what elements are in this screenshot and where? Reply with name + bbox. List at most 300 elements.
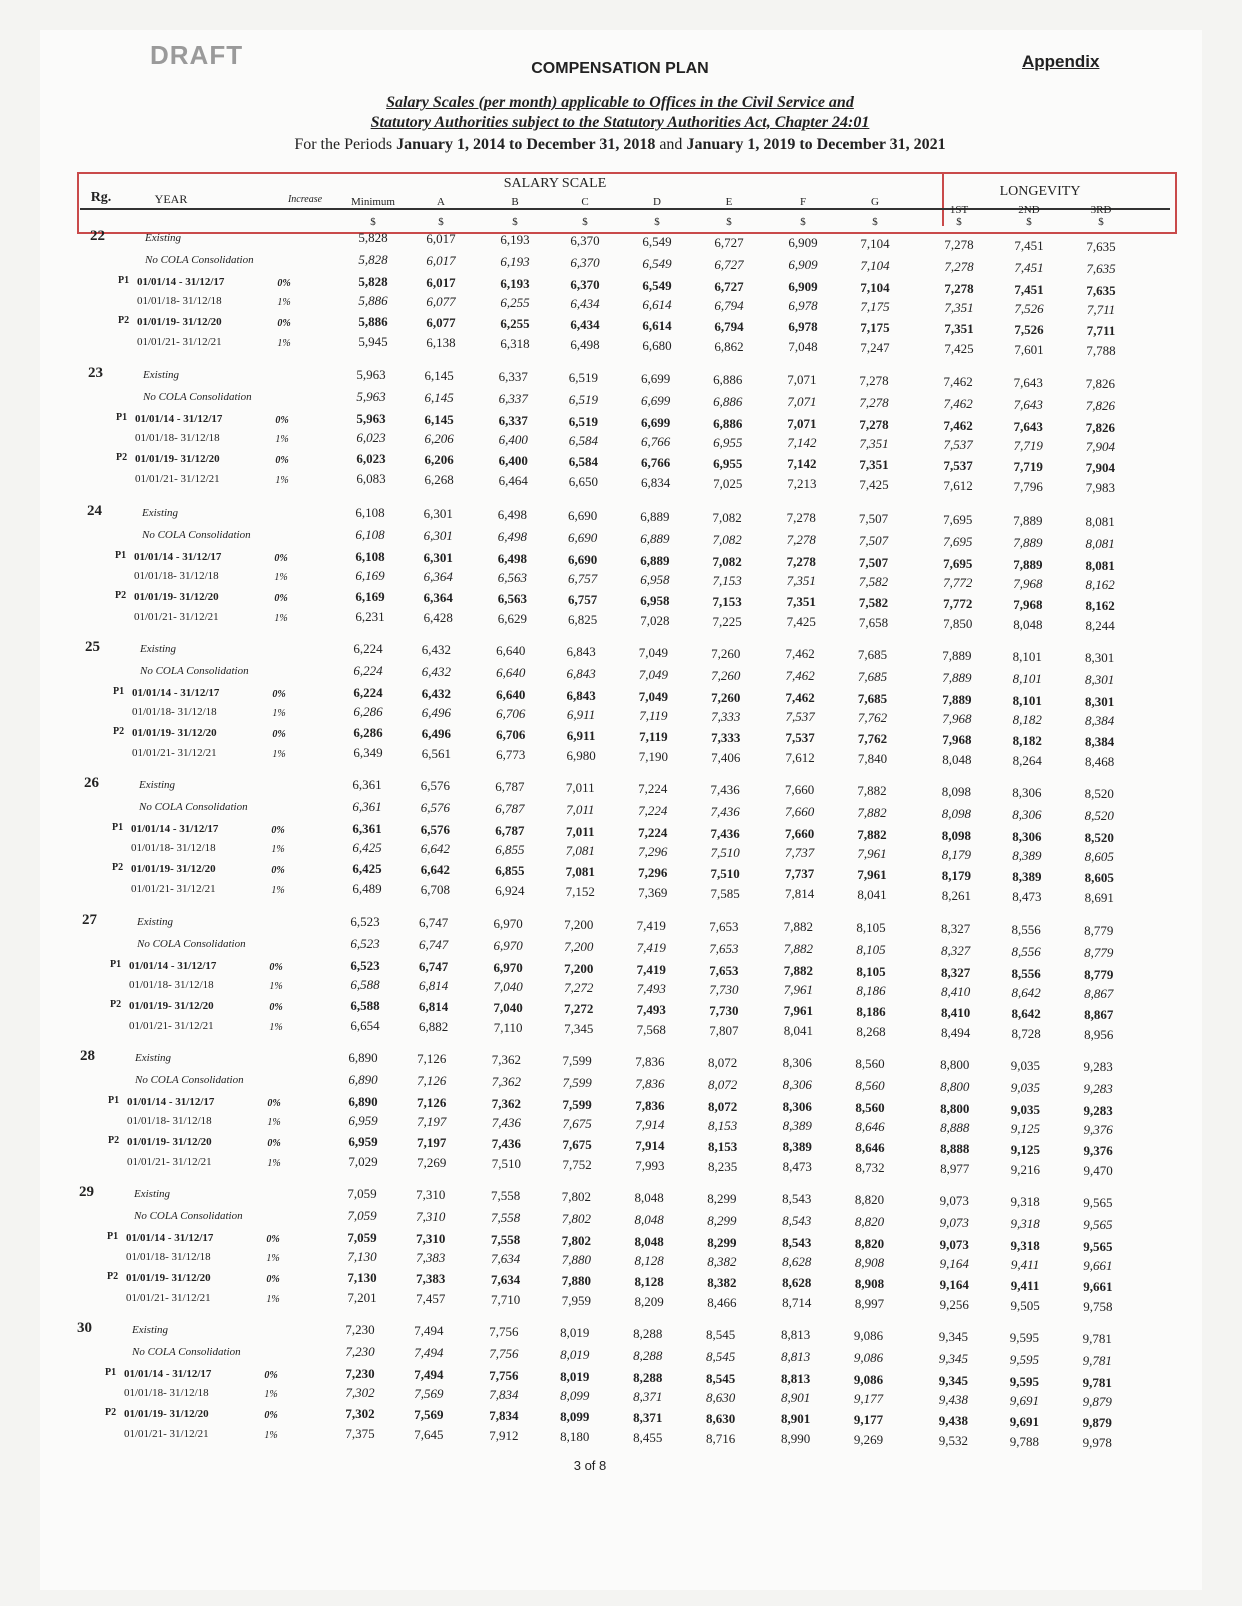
salary-cell: 8,306 xyxy=(1012,807,1042,823)
page-title: COMPENSATION PLAN xyxy=(531,60,709,77)
row-label: 01/01/14 - 31/12/17 xyxy=(134,551,222,563)
salary-cell: 8,716 xyxy=(706,1430,736,1446)
salary-cell: 8,908 xyxy=(854,1255,885,1271)
salary-cell: 7,048 xyxy=(788,339,818,355)
salary-cell: 7,507 xyxy=(858,555,889,571)
salary-cell: 8,048 xyxy=(634,1189,664,1205)
salary-cell: 6,519 xyxy=(568,413,599,429)
salary-cell: 9,256 xyxy=(939,1297,969,1313)
period-marker: P1 xyxy=(112,822,124,833)
salary-cell: 8,288 xyxy=(633,1347,663,1363)
salary-cell: 7,025 xyxy=(713,475,743,491)
salary-cell: 7,634 xyxy=(490,1250,521,1266)
salary-cell: 7,882 xyxy=(857,783,887,799)
salary-cell: 7,685 xyxy=(857,647,888,663)
salary-cell: 6,699 xyxy=(640,370,671,386)
increase-value: 0% xyxy=(274,553,288,564)
increase-value: 0% xyxy=(272,689,286,700)
salary-cell: 8,306 xyxy=(1012,785,1042,801)
salary-cell: 7,419 xyxy=(636,961,666,977)
salary-cell: 7,310 xyxy=(416,1230,446,1246)
increase-value: 0% xyxy=(277,318,291,329)
salary-cell: 7,040 xyxy=(493,999,523,1015)
salary-cell: 7,278 xyxy=(786,554,816,570)
salary-cell: 8,048 xyxy=(942,752,972,768)
salary-cell: 8,101 xyxy=(1012,671,1042,687)
salary-cell: 7,658 xyxy=(858,615,889,631)
increase-value: 0% xyxy=(264,1410,278,1421)
salary-cell: 7,558 xyxy=(490,1231,521,1247)
salary-cell: 7,507 xyxy=(858,511,889,527)
salary-cell: 7,582 xyxy=(858,595,889,611)
salary-cell: 7,635 xyxy=(1086,239,1116,254)
salary-cell: 7,462 xyxy=(943,374,973,390)
salary-cell: 8,098 xyxy=(941,784,972,800)
salary-cell: 9,035 xyxy=(1010,1102,1041,1118)
row-label: No COLA Consolidation xyxy=(142,529,251,541)
salary-cell: 6,706 xyxy=(496,726,526,742)
salary-cell: 8,099 xyxy=(560,1387,590,1403)
salary-cell: 6,108 xyxy=(355,549,385,564)
period-marker: P1 xyxy=(108,1095,120,1106)
increase-value: 0% xyxy=(272,729,286,740)
salary-cell: 5,963 xyxy=(356,367,386,382)
salary-cell: 9,565 xyxy=(1083,1239,1113,1254)
salary-cell: 6,970 xyxy=(493,915,523,931)
row-label: Existing xyxy=(142,507,179,519)
salary-cell: 6,699 xyxy=(640,414,671,430)
salary-cell: 6,959 xyxy=(348,1134,378,1149)
salary-cell: 5,945 xyxy=(358,334,388,349)
row-label: 01/01/14 - 31/12/17 xyxy=(127,1096,215,1108)
increase-value: 1% xyxy=(271,885,285,896)
currency-symbol: $ xyxy=(956,216,962,228)
salary-cell: 8,382 xyxy=(707,1253,737,1269)
increase-value: 1% xyxy=(264,1430,278,1441)
salary-cell: 7,049 xyxy=(638,644,669,660)
salary-cell: 9,164 xyxy=(939,1256,969,1272)
salary-cell: 7,406 xyxy=(711,749,741,765)
salary-cell: 6,911 xyxy=(566,727,596,743)
increase-value: 0% xyxy=(267,1138,281,1149)
salary-cell: 6,909 xyxy=(788,279,818,295)
row-label: Existing xyxy=(145,232,182,244)
salary-cell: 8,520 xyxy=(1084,786,1114,801)
salary-cell: 7,660 xyxy=(784,804,815,820)
salary-cell: 6,890 xyxy=(348,1094,378,1109)
salary-cell: 6,794 xyxy=(714,297,744,313)
salary-cell: 8,455 xyxy=(633,1429,663,1445)
currency-symbol: $ xyxy=(800,216,806,228)
salary-cell: 7,653 xyxy=(709,962,739,978)
subtitle-line-2: Statutory Authorities subject to the Statutory Authorities Act, Chapter 24:01 xyxy=(370,114,870,131)
salary-cell: 8,642 xyxy=(1011,985,1041,1001)
salary-cell: 9,125 xyxy=(1010,1121,1041,1137)
row-label: 01/01/14 - 31/12/17 xyxy=(135,413,223,425)
salary-cell: 6,576 xyxy=(420,799,451,815)
salary-cell: 5,963 xyxy=(356,389,386,404)
salary-cell: 7,462 xyxy=(785,646,815,662)
salary-cell: 6,017 xyxy=(426,252,456,268)
salary-cell: 7,190 xyxy=(638,748,669,764)
period-marker: P1 xyxy=(113,686,125,697)
row-label: No COLA Consolidation xyxy=(143,391,252,403)
salary-cell: 7,983 xyxy=(1085,480,1116,495)
salary-cell: 9,086 xyxy=(853,1372,884,1388)
salary-cell: 6,584 xyxy=(568,453,599,469)
currency-symbol: $ xyxy=(370,216,376,228)
salary-cell: 6,432 xyxy=(421,685,451,701)
row-label: 01/01/18- 31/12/18 xyxy=(126,1251,211,1263)
salary-cell: 6,642 xyxy=(420,840,451,856)
row-label: 01/01/19- 31/12/20 xyxy=(131,863,216,875)
salary-cell: 8,128 xyxy=(634,1252,664,1268)
row-label: 01/01/18- 31/12/18 xyxy=(137,295,222,307)
salary-cell: 7,493 xyxy=(636,980,666,996)
salary-cell: 7,612 xyxy=(785,750,815,766)
row-label: 01/01/21- 31/12/21 xyxy=(131,883,216,895)
salary-cell: 8,779 xyxy=(1084,945,1114,960)
increase-value: 0% xyxy=(271,825,285,836)
salary-cell: 8,642 xyxy=(1011,1006,1041,1022)
salary-cell: 6,909 xyxy=(788,257,818,273)
column-heading: A xyxy=(437,196,445,208)
salary-cell: 8,179 xyxy=(941,847,972,863)
increase-value: 1% xyxy=(269,981,283,992)
salary-cell: 7,526 xyxy=(1014,322,1044,338)
salary-cell: 6,561 xyxy=(421,745,451,761)
salary-cell: 8,389 xyxy=(782,1139,812,1155)
salary-cell: 7,200 xyxy=(564,960,594,976)
increase-value: 0% xyxy=(267,1098,281,1109)
salary-cell: 7,425 xyxy=(786,614,816,630)
column-heading: C xyxy=(581,196,589,208)
salary-cell: 7,224 xyxy=(638,824,668,840)
salary-cell: 7,153 xyxy=(712,572,742,588)
salary-cell: 8,901 xyxy=(780,1390,811,1406)
salary-cell: 7,695 xyxy=(943,534,973,550)
salary-cell: 9,073 xyxy=(939,1215,969,1231)
salary-cell: 6,640 xyxy=(496,642,526,658)
row-label: No COLA Consolidation xyxy=(135,1074,244,1086)
salary-cell: 8,306 xyxy=(1012,829,1042,845)
salary-cell: 8,299 xyxy=(707,1190,737,1206)
salary-cell: 5,828 xyxy=(358,274,388,289)
period-marker: P1 xyxy=(115,550,127,561)
salary-cell: 9,781 xyxy=(1082,1375,1112,1390)
salary-cell: 8,019 xyxy=(560,1368,590,1384)
salary-cell: 6,224 xyxy=(353,641,383,656)
salary-cell: 7,840 xyxy=(857,751,888,767)
salary-cell: 7,826 xyxy=(1085,420,1116,435)
increase-value: 0% xyxy=(264,1370,278,1381)
salary-cell: 7,719 xyxy=(1013,438,1043,454)
periods-prefix: For the Periods xyxy=(294,136,397,153)
salary-cell: 6,773 xyxy=(496,746,526,762)
salary-cell: 7,451 xyxy=(1014,260,1044,276)
increase-value: 1% xyxy=(271,844,285,855)
salary-cell: 6,978 xyxy=(788,298,818,314)
salary-cell: 9,283 xyxy=(1083,1081,1113,1096)
salary-cell: 7,362 xyxy=(491,1073,522,1089)
salary-cell: 6,400 xyxy=(498,431,528,447)
longevity-heading: LONGEVITY xyxy=(999,184,1081,199)
period-marker: P2 xyxy=(112,862,124,873)
salary-cell: 7,537 xyxy=(785,730,815,746)
row-label: Existing xyxy=(139,779,176,791)
salary-cell: 6,970 xyxy=(493,937,523,953)
salary-cell: 7,507 xyxy=(858,533,889,549)
salary-cell: 8,956 xyxy=(1084,1027,1114,1042)
salary-cell: 8,473 xyxy=(782,1159,812,1175)
salary-cell: 6,145 xyxy=(424,367,454,383)
salary-cell: 8,556 xyxy=(1011,944,1041,960)
salary-cell: 6,432 xyxy=(421,663,451,679)
salary-cell: 6,108 xyxy=(355,527,385,542)
salary-cell: 8,646 xyxy=(855,1140,885,1156)
salary-cell: 6,519 xyxy=(568,391,599,407)
increase-value: 1% xyxy=(277,297,291,308)
salary-cell: 9,691 xyxy=(1009,1393,1039,1409)
salary-cell: 7,834 xyxy=(489,1407,519,1423)
salary-cell: 6,787 xyxy=(495,778,525,794)
currency-symbol: $ xyxy=(438,216,444,228)
salary-cell: 7,119 xyxy=(639,707,668,723)
salary-cell: 6,370 xyxy=(570,276,600,292)
salary-cell: 7,278 xyxy=(944,281,974,297)
salary-cell: 7,558 xyxy=(490,1187,521,1203)
salary-cell: 6,654 xyxy=(350,1018,380,1033)
salary-cell: 7,961 xyxy=(783,1003,814,1019)
salary-cell: 6,650 xyxy=(568,473,599,489)
salary-cell: 6,432 xyxy=(421,641,451,657)
salary-cell: 7,914 xyxy=(635,1137,665,1153)
row-label: 01/01/14 - 31/12/17 xyxy=(129,960,217,972)
salary-cell: 7,537 xyxy=(785,709,815,725)
salary-cell: 5,886 xyxy=(358,314,388,329)
salary-cell: 7,836 xyxy=(635,1075,665,1091)
salary-cell: 6,727 xyxy=(714,256,744,272)
salary-cell: 9,438 xyxy=(938,1413,969,1429)
salary-cell: 7,110 xyxy=(493,1019,523,1035)
salary-cell: 7,425 xyxy=(944,341,974,357)
salary-cell: 7,882 xyxy=(857,827,887,843)
salary-cell: 7,889 xyxy=(1013,535,1043,551)
salary-cell: 8,389 xyxy=(1012,869,1042,885)
salary-cell: 8,820 xyxy=(854,1214,885,1230)
salary-cell: 8,371 xyxy=(633,1409,663,1425)
salary-cell: 8,081 xyxy=(1085,536,1115,551)
salary-cell: 6,708 xyxy=(420,881,451,897)
salary-cell: 7,582 xyxy=(858,574,889,590)
year-heading: YEAR xyxy=(154,192,188,206)
salary-cell: 7,889 xyxy=(942,648,972,664)
salary-cell: 7,599 xyxy=(562,1052,592,1068)
salary-cell: 7,968 xyxy=(942,732,972,748)
salary-cell: 7,711 xyxy=(1086,302,1116,317)
row-label: 01/01/18- 31/12/18 xyxy=(135,432,220,444)
salary-cell: 7,142 xyxy=(787,456,817,472)
row-label: 01/01/14 - 31/12/17 xyxy=(124,1368,212,1380)
increase-value: 1% xyxy=(266,1294,280,1305)
salary-cell: 7,142 xyxy=(787,435,817,451)
salary-cell: 7,029 xyxy=(348,1154,378,1169)
increase-value: 0% xyxy=(271,865,285,876)
salary-cell: 8,105 xyxy=(856,964,886,980)
salary-cell: 7,653 xyxy=(709,940,739,956)
period-marker: P1 xyxy=(116,412,128,423)
salary-cell: 6,958 xyxy=(640,592,670,608)
salary-cell: 8,048 xyxy=(1013,617,1043,633)
salary-cell: 7,269 xyxy=(417,1154,447,1170)
column-heading: B xyxy=(511,196,519,208)
increase-value: 1% xyxy=(275,434,289,445)
salary-cell: 7,260 xyxy=(711,667,741,683)
salary-cell: 7,569 xyxy=(414,1406,444,1422)
salary-cell: 6,588 xyxy=(350,998,380,1013)
row-label: 01/01/18- 31/12/18 xyxy=(134,570,219,582)
salary-cell: 7,526 xyxy=(1014,301,1044,317)
salary-cell: 8,389 xyxy=(782,1118,812,1134)
increase-value: 0% xyxy=(266,1234,280,1245)
salary-cell: 8,820 xyxy=(854,1236,885,1252)
salary-cell: 7,643 xyxy=(1013,419,1043,435)
increase-value: 0% xyxy=(275,455,289,466)
salary-cell: 7,675 xyxy=(562,1115,592,1131)
salary-cell: 9,595 xyxy=(1009,1352,1039,1368)
row-label: Existing xyxy=(140,643,177,655)
salary-cell: 7,494 xyxy=(414,1366,444,1382)
salary-cell: 7,351 xyxy=(944,300,974,316)
salary-cell: 7,796 xyxy=(1013,479,1043,495)
salary-cell: 6,855 xyxy=(495,862,525,878)
salary-cell: 7,882 xyxy=(783,963,814,979)
salary-cell: 8,101 xyxy=(1012,693,1042,709)
salary-cell: 6,318 xyxy=(500,335,530,351)
salary-cell: 7,601 xyxy=(1014,342,1044,358)
salary-cell: 9,691 xyxy=(1009,1414,1039,1430)
increase-value: 0% xyxy=(275,415,289,426)
salary-cell: 7,351 xyxy=(786,594,816,610)
salary-cell: 7,152 xyxy=(565,883,595,899)
salary-cell: 6,169 xyxy=(355,568,385,583)
salary-cell: 7,585 xyxy=(710,885,740,901)
range-number: 23 xyxy=(88,365,103,381)
salary-cell: 6,766 xyxy=(640,454,671,470)
salary-cell: 7,436 xyxy=(491,1135,522,1151)
salary-cell: 6,286 xyxy=(353,725,383,740)
salary-cell: 9,758 xyxy=(1083,1299,1113,1314)
salary-cell: 8,301 xyxy=(1084,672,1115,687)
salary-cell: 8,556 xyxy=(1011,966,1041,982)
increase-value: 1% xyxy=(272,708,286,719)
salary-cell: 9,438 xyxy=(938,1392,969,1408)
salary-cell: 9,125 xyxy=(1010,1142,1041,1158)
salary-cell: 7,011 xyxy=(566,801,595,817)
salary-cell: 9,565 xyxy=(1083,1217,1113,1232)
salary-cell: 6,464 xyxy=(498,472,528,488)
salary-cell: 7,882 xyxy=(783,941,814,957)
salary-cell: 7,968 xyxy=(1013,576,1043,592)
salary-cell: 7,225 xyxy=(712,613,742,629)
row-label: Existing xyxy=(135,1052,172,1064)
row-label: No COLA Consolidation xyxy=(145,254,254,266)
salary-cell: 7,569 xyxy=(414,1385,444,1401)
salary-cell: 7,959 xyxy=(561,1292,591,1308)
salary-cell: 7,558 xyxy=(490,1209,521,1225)
salary-cell: 7,296 xyxy=(638,864,668,880)
salary-cell: 7,451 xyxy=(1014,238,1044,254)
salary-cell: 6,023 xyxy=(356,451,386,466)
salary-cell: 7,660 xyxy=(784,826,815,842)
range-number: 29 xyxy=(79,1184,94,1200)
salary-cell: 7,224 xyxy=(638,780,668,796)
increase-value: 1% xyxy=(274,613,288,624)
salary-cell: 7,436 xyxy=(491,1114,522,1130)
column-heading: 3RD xyxy=(1090,204,1112,216)
salary-cell: 9,216 xyxy=(1010,1162,1041,1178)
salary-cell: 8,520 xyxy=(1084,808,1114,823)
period-marker: P2 xyxy=(115,590,127,601)
salary-cell: 6,576 xyxy=(420,821,451,837)
salary-cell: 6,083 xyxy=(356,471,386,486)
salary-cell: 8,301 xyxy=(1084,650,1115,665)
salary-cell: 8,867 xyxy=(1084,986,1114,1001)
column-heading: G xyxy=(871,196,879,208)
salary-cell: 7,568 xyxy=(636,1021,666,1037)
salary-cell: 8,901 xyxy=(780,1411,811,1427)
salary-cell: 6,224 xyxy=(353,663,383,678)
salary-cell: 7,462 xyxy=(785,668,815,684)
salary-cell: 6,206 xyxy=(424,430,454,446)
salary-cell: 7,011 xyxy=(565,779,595,795)
salary-cell: 7,634 xyxy=(490,1271,521,1287)
salary-cell: 8,813 xyxy=(780,1327,811,1343)
salary-cell: 8,301 xyxy=(1084,694,1115,709)
salary-cell: 8,410 xyxy=(940,984,971,1000)
salary-cell: 7,451 xyxy=(1014,282,1044,298)
salary-cell: 6,549 xyxy=(642,233,672,249)
salary-cell: 7,436 xyxy=(710,781,740,797)
salary-cell: 7,685 xyxy=(857,669,888,685)
salary-cell: 7,802 xyxy=(561,1232,591,1248)
period-marker: P1 xyxy=(110,959,122,970)
salary-cell: 6,145 xyxy=(424,411,454,427)
salary-cell: 8,628 xyxy=(782,1275,812,1291)
salary-cell: 7,351 xyxy=(859,457,889,473)
salary-cell: 6,523 xyxy=(350,914,380,929)
range-number: 28 xyxy=(80,1048,95,1064)
salary-cell: 7,737 xyxy=(784,866,815,882)
salary-cell: 8,072 xyxy=(707,1054,738,1070)
salary-cell: 6,224 xyxy=(353,685,383,700)
salary-cell: 7,071 xyxy=(787,372,817,388)
salary-cell: 6,077 xyxy=(426,293,456,309)
salary-cell: 7,071 xyxy=(787,416,817,432)
salary-cell: 7,695 xyxy=(943,556,973,572)
salary-cell: 7,695 xyxy=(943,512,973,528)
salary-cell: 7,362 xyxy=(491,1051,522,1067)
salary-cell: 7,419 xyxy=(636,917,666,933)
salary-cell: 7,612 xyxy=(943,478,973,494)
salary-cell: 6,843 xyxy=(566,643,596,659)
salary-cell: 6,496 xyxy=(421,725,451,741)
salary-cell: 8,888 xyxy=(940,1120,970,1136)
salary-cell: 9,978 xyxy=(1082,1435,1112,1450)
salary-cell: 7,333 xyxy=(711,729,741,745)
salary-cell: 7,081 xyxy=(565,863,595,879)
salary-cell: 8,048 xyxy=(634,1233,664,1249)
